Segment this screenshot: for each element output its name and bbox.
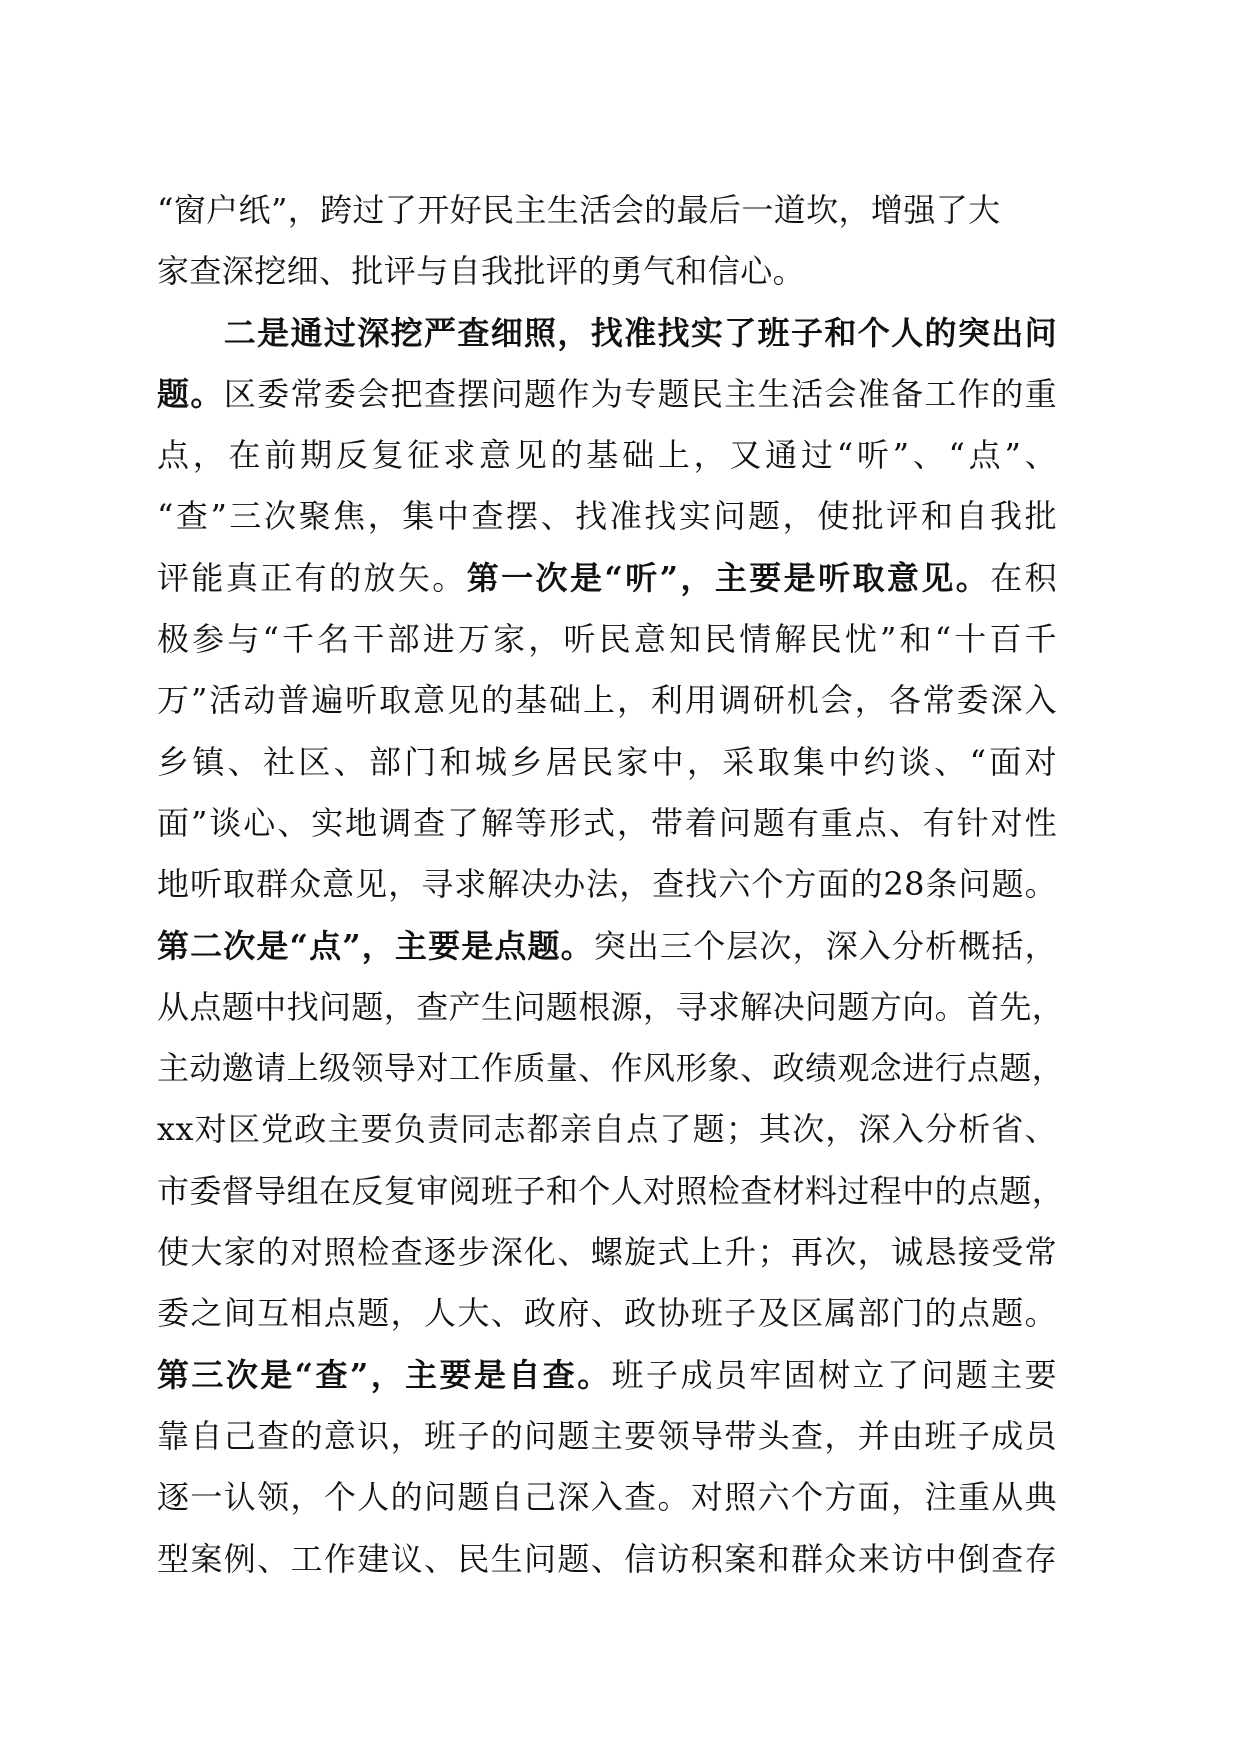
text-run: 乡镇、社区、部门和城乡居民家中，采取集中约谈、“面对 — [157, 742, 1057, 781]
text-line — [157, 609, 1057, 670]
text-line — [157, 916, 1057, 977]
text-run: 评能真正有的放矢。 — [157, 558, 467, 597]
text-run: xx对区党政主要负责同志都亲自点了题；其次，深入分析省、 — [157, 1110, 1057, 1149]
text-run: 面”谈心、实地调查了解等形式，带着问题有重点、有针对性 — [157, 803, 1057, 842]
text-run: 点，在前期反复征求意见的基础上，又通过“听”、“点”、 — [157, 436, 1057, 475]
text-run: 从点题中找问题，查产生问题根源，寻求解决问题方向。首先， — [157, 987, 1065, 1026]
body-text — [157, 180, 1065, 1590]
text-run: 靠自己查的意识，班子的问题主要领导带头查，并由班子成员 — [157, 1416, 1057, 1455]
text-line — [157, 180, 1057, 241]
text-run: “查”三次聚焦，集中查摆、找准找实问题，使批评和自我批 — [157, 497, 1057, 536]
text-line — [157, 1345, 1057, 1406]
text-run: 型案例、工作建议、民生问题、信访积案和群众来访中倒查存 — [157, 1539, 1057, 1578]
text-line — [157, 732, 1057, 793]
text-run: 逐一认领，个人的问题自己深入查。对照六个方面，注重从典 — [157, 1478, 1057, 1517]
text-line — [157, 1099, 1057, 1160]
text-run: 使大家的对照检查逐步深化、螺旋式上升；再次，诚恳接受常 — [157, 1233, 1057, 1272]
text-run: 万”活动普遍听取意见的基础上，利用调研机会，各常委深入 — [157, 681, 1057, 720]
text-run: 委之间互相点题，人大、政府、政协班子及区属部门的点题。 — [157, 1294, 1057, 1333]
text-line — [157, 1222, 1057, 1283]
bold-heading-run: 二是通过深挖严查细照，找准找实了班子和个人的突出问 — [157, 313, 1057, 352]
text-line — [157, 670, 1057, 731]
text-line — [157, 1467, 1057, 1528]
text-line — [157, 854, 1057, 915]
bold-heading-run: 第二次是“点”，主要是点题。 — [157, 926, 594, 965]
text-run: 突出三个层次，深入分析概括， — [593, 926, 1057, 965]
text-run: “窗户纸”，跨过了开好民主生活会的最后一道坎，增强了大 — [157, 191, 1001, 229]
text-line — [157, 977, 1065, 1038]
text-run: 主动邀请上级领导对工作质量、作风形象、政绩观念进行点题， — [157, 1049, 1065, 1088]
text-run: 家查深挖细、批评与自我批评的勇气和信心。 — [157, 252, 806, 291]
text-line — [157, 1529, 1057, 1590]
text-run: 在积 — [990, 558, 1057, 597]
text-run: 地听取群众意见，寻求解决办法，查找六个方面的28条问题。 — [157, 865, 1057, 904]
text-run: 市委督导组在反复审阅班子和个人对照检查材料过程中的点题， — [157, 1171, 1065, 1210]
text-line — [157, 793, 1057, 854]
text-line — [157, 303, 1057, 364]
text-run: 班子成员牢固树立了问题主要 — [611, 1355, 1057, 1394]
text-line — [157, 1161, 1065, 1222]
text-line — [157, 486, 1057, 547]
text-run: 区委常委会把查摆问题作为专题民主生活会准备工作的重 — [223, 374, 1057, 413]
bold-heading-run: 题。 — [157, 374, 224, 413]
bold-heading-run: 第三次是“查”，主要是自查。 — [157, 1355, 612, 1394]
text-line — [157, 1038, 1065, 1099]
text-line — [157, 364, 1057, 425]
text-line — [157, 1283, 1057, 1344]
bold-heading-run: 第一次是“听”，主要是听取意见。 — [466, 558, 991, 597]
text-line — [157, 241, 1057, 302]
text-line — [157, 548, 1057, 609]
text-line — [157, 1406, 1057, 1467]
text-run: 极参与“千名干部进万家，听民意知民情解民忧”和“十百千 — [157, 620, 1057, 659]
text-line — [157, 425, 1057, 486]
